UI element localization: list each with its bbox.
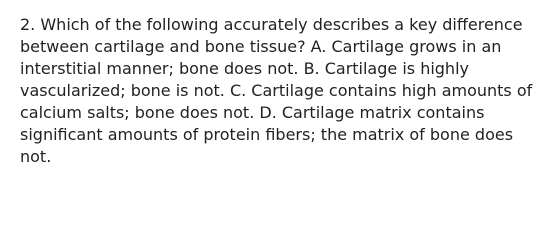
question-text: 2. Which of the following accurately describes a key difference between cartilage and bone tissue? A. Cartilage grows in an interstitial manner; bone does not. B. Cartilage is highly vascularized; bone is not. C. Cartilage contains high amounts of calcium salts; bone does not. D. Cartilage matrix contains significant amounts of protein fibers; the matrix of bone does not. (20, 15, 533, 166)
